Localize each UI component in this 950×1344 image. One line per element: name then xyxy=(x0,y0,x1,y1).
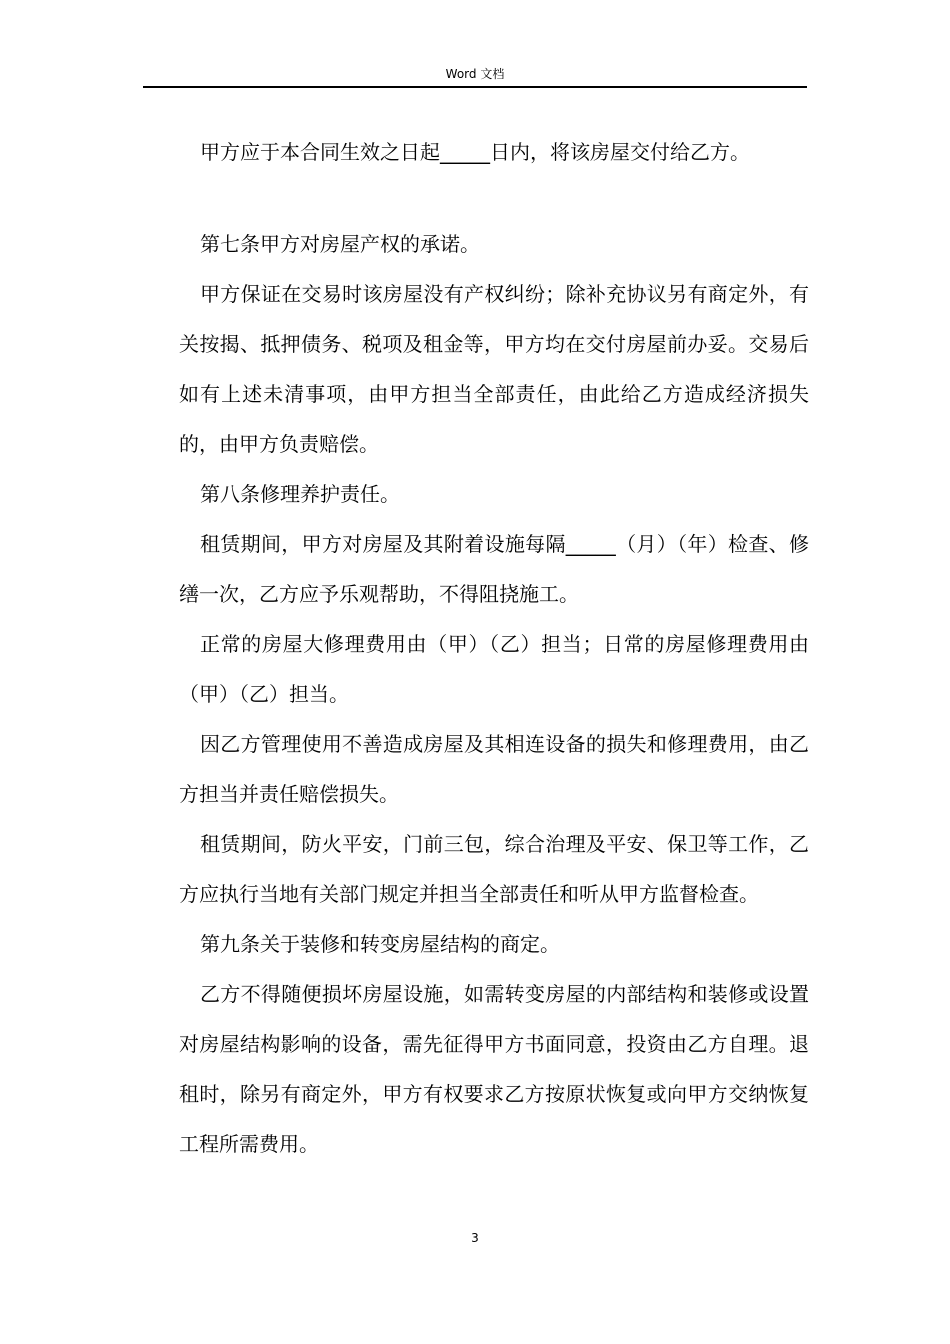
paragraph-damage-liability: 因乙方管理使用不善造成房屋及其相连设备的损失和修理费用，由乙方担当并责任赔偿损失。 xyxy=(179,732,809,806)
paragraph-inspection-repair: 租赁期间，甲方对房屋及其附着设施每隔_____（月）（年）检查、修缮一次，乙方应予乐观帮助，不得阻挠施工。 xyxy=(179,532,809,606)
paragraph-property-rights-guarantee: 甲方保证在交易时该房屋没有产权纠纷；除补充协议另有商定外，有关按揭、抵押债务、税项及租金等，甲方均在交付房屋前办妥。交易后如有上述未清事项，由甲方担当全部责任，由此给乙方造成经济损失的，由甲方负责赔偿。 xyxy=(179,282,809,456)
clause-9-heading: 第九条关于装修和转变房屋结构的商定。 xyxy=(200,932,560,956)
document-body xyxy=(179,127,809,1169)
page-number: 3 xyxy=(471,1231,479,1245)
clause-7-heading: 第七条甲方对房屋产权的承诺。 xyxy=(200,232,480,256)
paragraph-delivery-deadline: 甲方应于本合同生效之日起_____日内，将该房屋交付给乙方。 xyxy=(200,140,750,164)
page-header: Word 文档 xyxy=(445,67,505,81)
header-divider xyxy=(143,86,807,88)
clause-8-heading: 第八条修理养护责任。 xyxy=(200,482,400,506)
paragraph-fire-safety: 租赁期间，防火平安，门前三包，综合治理及平安、保卫等工作，乙方应执行当地有关部门规定并担当全部责任和听从甲方监督检查。 xyxy=(179,832,809,906)
paragraph-renovation-rules: 乙方不得随便损坏房屋设施，如需转变房屋的内部结构和装修或设置对房屋结构影响的设备，需先征得甲方书面同意，投资由乙方自理。退租时，除另有商定外，甲方有权要求乙方按原状恢复或向甲方交纳恢复工程所需费用。 xyxy=(179,982,809,1156)
paragraph-repair-costs: 正常的房屋大修理费用由（甲）（乙）担当；日常的房屋修理费用由（甲）（乙）担当。 xyxy=(179,632,809,706)
